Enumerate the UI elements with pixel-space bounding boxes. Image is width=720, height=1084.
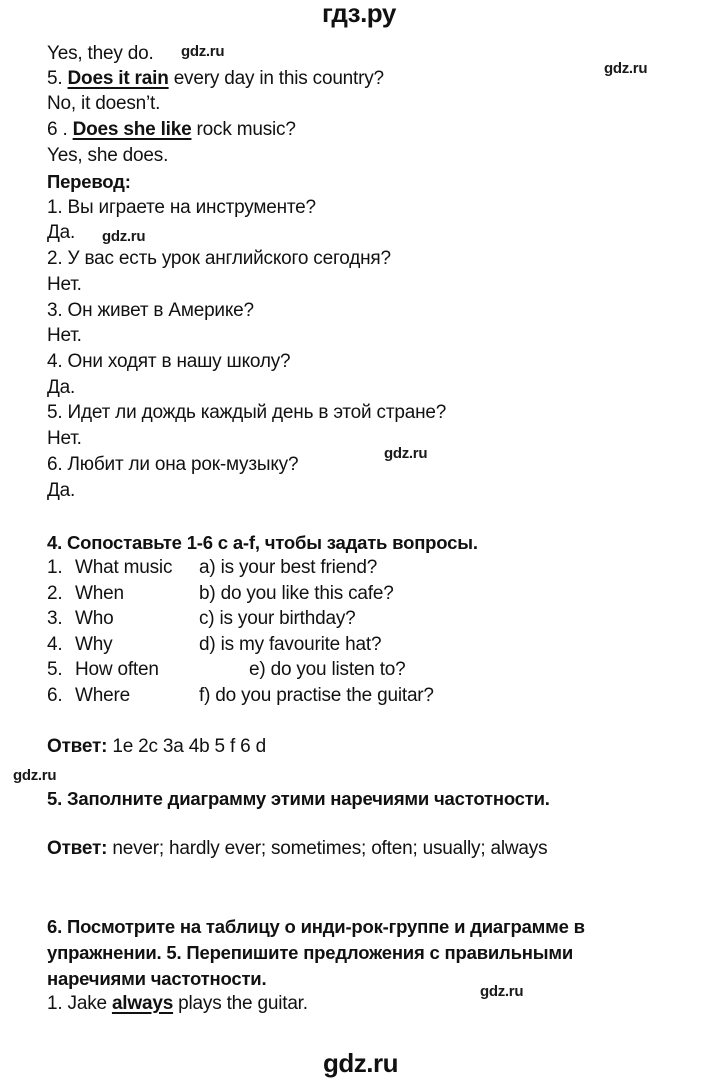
match-row — [47, 557, 172, 579]
answer-text: Yes, they do. — [47, 43, 154, 64]
question-text: every day in this country? — [168, 68, 384, 89]
translation-line: Да. — [47, 222, 76, 243]
translation-line: 3. Он живет в Америке? — [47, 300, 254, 321]
answer-text: No, it doesn’t. — [47, 93, 161, 114]
match-option: d) is my favourite hat? — [199, 634, 382, 655]
row-number: 4. — [47, 634, 63, 655]
answer-label: Ответ: — [47, 838, 108, 859]
row-left: When — [75, 583, 124, 604]
match-option: f) do you practise the guitar? — [199, 685, 434, 706]
match-row — [47, 583, 124, 605]
watermark: gdz.ru — [604, 60, 648, 77]
translation-line: Да. — [47, 480, 76, 501]
watermark: gdz.ru — [480, 983, 524, 1000]
match-row — [47, 634, 112, 656]
translation-line: 2. У вас есть урок английского сегодня? — [47, 248, 391, 269]
answer-value: never; hardly ever; sometimes; often; usually; always — [107, 838, 548, 859]
row-left: Why — [75, 634, 113, 655]
highlighted-answer: always — [111, 993, 174, 1014]
highlighted-answer: Does it rain — [67, 68, 169, 89]
sentence-start: 1. Jake — [47, 993, 112, 1014]
match-row — [47, 685, 130, 707]
row-number: 5. — [47, 659, 63, 680]
match-option: c) is your birthday? — [199, 608, 356, 629]
row-left: How often — [75, 659, 159, 680]
title-line: упражнении. 5. Перепишите предложения с правильными — [47, 942, 574, 963]
answer-line — [47, 145, 168, 167]
translation-title: Перевод: — [47, 171, 131, 192]
highlighted-answer: Does she like — [72, 119, 192, 140]
row-number: 2. — [47, 583, 63, 604]
translation-line: Нет. — [47, 274, 82, 295]
match-row — [47, 608, 113, 630]
answer-label: Ответ: — [47, 736, 108, 757]
row-left: Who — [75, 608, 114, 629]
row-left: What music — [75, 557, 173, 578]
match-option: e) do you listen to? — [249, 659, 406, 680]
exercise-5-title: 5. Заполните диаграмму этими наречиями частотности. — [47, 788, 550, 809]
question-line — [47, 119, 296, 141]
answer-value: 1e 2c 3a 4b 5 f 6 d — [107, 736, 266, 757]
row-number: 6. — [47, 685, 63, 706]
watermark: gdz.ru — [181, 43, 225, 60]
site-footer: gdz.ru — [323, 1048, 398, 1078]
exercise-4-answer — [47, 736, 266, 758]
exercise-6-sentence — [47, 993, 308, 1015]
watermark: gdz.ru — [102, 228, 146, 245]
title-line: 6. Посмотрите на таблицу о инди-рок-группе и диаграмме в — [47, 916, 585, 937]
exercise-5-answer — [47, 838, 547, 860]
translation-line: Да. — [47, 377, 76, 398]
watermark: gdz.ru — [384, 445, 428, 462]
translation-line: 1. Вы играете на инструменте? — [47, 197, 316, 218]
answer-line — [47, 43, 154, 65]
question-line — [47, 68, 384, 90]
answer-text: Yes, she does. — [47, 145, 169, 166]
row-left: Where — [75, 685, 130, 706]
site-header: гдз.ру — [322, 0, 396, 28]
match-option: a) is your best friend? — [199, 557, 378, 578]
question-text: rock music? — [191, 119, 296, 140]
translation-line: 6. Любит ли она рок-музыку? — [47, 454, 299, 475]
question-number: 6 . — [47, 119, 73, 140]
translation-line: 4. Они ходят в нашу школу? — [47, 351, 291, 372]
match-row — [47, 659, 159, 681]
row-number: 1. — [47, 557, 63, 578]
translation-line: 5. Идет ли дождь каждый день в этой стране? — [47, 402, 447, 423]
translation-line: Нет. — [47, 428, 82, 449]
translation-line: Нет. — [47, 325, 82, 346]
answer-line — [47, 93, 160, 115]
watermark: gdz.ru — [13, 767, 57, 784]
row-number: 3. — [47, 608, 63, 629]
sentence-end: plays the guitar. — [173, 993, 308, 1014]
title-line: наречиями частотности. — [47, 968, 267, 989]
exercise-4-title: 4. Сопоставьте 1-6 с a-f, чтобы задать вопросы. — [47, 532, 478, 553]
match-option: b) do you like this cafe? — [199, 583, 394, 604]
question-number: 5. — [47, 68, 68, 89]
exercise-6-title — [47, 914, 585, 992]
